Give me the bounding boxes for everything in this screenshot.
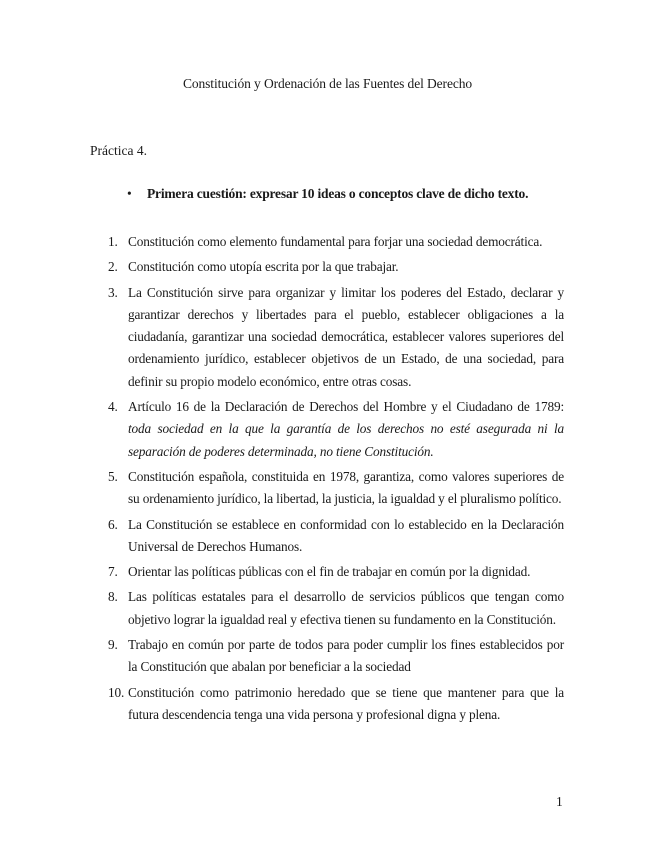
- practice-label: Práctica 4.: [90, 143, 147, 158]
- item-number: 6.: [108, 516, 118, 532]
- item-text: [128, 282, 564, 393]
- list-item: [0, 282, 655, 393]
- list-item: [0, 634, 655, 679]
- item-number: 2.: [108, 259, 118, 275]
- bullet-icon: •: [127, 186, 132, 201]
- item-number: 1.: [108, 234, 118, 249]
- item-text: [128, 586, 564, 631]
- item-number: 10.: [108, 684, 125, 700]
- item-text: [128, 256, 564, 278]
- item-text: [128, 561, 564, 583]
- item-text-regular: La Constitución se establece en conformidad con lo establecido en la Declaración Universal de Derechos Humanos.: [128, 516, 564, 554]
- document-title: Constitución y Ordenación de las Fuentes del Derecho: [182, 76, 473, 91]
- list-item: [0, 586, 655, 631]
- item-text-regular: Las políticas estatales para el desarrollo de servicios públicos que tengan como objetivo lograr la igualdad real y efectiva tienen su fundamento en la Constitución.: [128, 589, 564, 627]
- page-number: 1: [556, 794, 563, 809]
- list-item: [0, 396, 655, 463]
- item-text: [128, 231, 564, 253]
- item-text-regular: Constitución como patrimonio heredado que se tiene que mantener para que la futura descendencia tenga una vida persona y profesional digna y plena.: [128, 684, 564, 722]
- item-text: [128, 466, 564, 511]
- list-item: [0, 466, 655, 511]
- item-text-quote: toda sociedad en la que la garantía de los derechos no esté asegurada ni la separación de poderes determinada, no tiene Constitución.: [128, 421, 564, 459]
- item-text-regular: Constitución como utopía escrita por la que trabajar.: [128, 259, 399, 275]
- item-text-regular: La Constitución sirve para organizar y limitar los poderes del Estado, declarar y garantizar derechos y libertades para el pueblo, establecer obligaciones a la ciudadanía, garantizar una sociedad democrática, establecer valores superiores del ordenamiento jurídico, establecer objetivos de un Estado, de una sociedad, para definir su propio modelo económico, entre otras cosas.: [128, 284, 564, 389]
- item-text-regular: Constitución española, constituida en 1978, garantiza, como valores superiores de su ordenamiento jurídico, la libertad, la justicia, la igualdad y el pluralismo político.: [128, 468, 564, 507]
- item-text: [128, 634, 564, 679]
- item-number: 3.: [108, 284, 118, 300]
- item-number: 8.: [108, 589, 118, 605]
- item-text: [128, 514, 564, 559]
- item-text-regular: Orientar las políticas públicas con el fin de trabajar en común por la dignidad.: [128, 564, 531, 580]
- list-item: [0, 256, 655, 278]
- list-item: [0, 514, 655, 559]
- item-text-regular: Constitución como elemento fundamental para forjar una sociedad democrática.: [128, 234, 543, 249]
- key-ideas-list: [0, 231, 655, 729]
- list-item: [0, 682, 655, 727]
- item-text: [128, 682, 564, 727]
- item-number: 7.: [108, 564, 118, 580]
- item-number: 4.: [108, 399, 118, 415]
- item-number: 9.: [108, 637, 118, 653]
- item-number: 5.: [108, 468, 118, 484]
- item-text-regular: Trabajo en común por parte de todos para poder cumplir los fines establecidos por la Constitución que abalan por beneficiar a la sociedad: [128, 637, 564, 675]
- item-text-regular: Artículo 16 de la Declaración de Derechos del Hombre y el Ciudadano de 1789:: [128, 399, 564, 415]
- list-item: [0, 561, 655, 583]
- list-item: [0, 231, 655, 253]
- question-text: Primera cuestión: expresar 10 ideas o conceptos clave de dicho texto.: [147, 186, 529, 201]
- item-text: [128, 396, 564, 463]
